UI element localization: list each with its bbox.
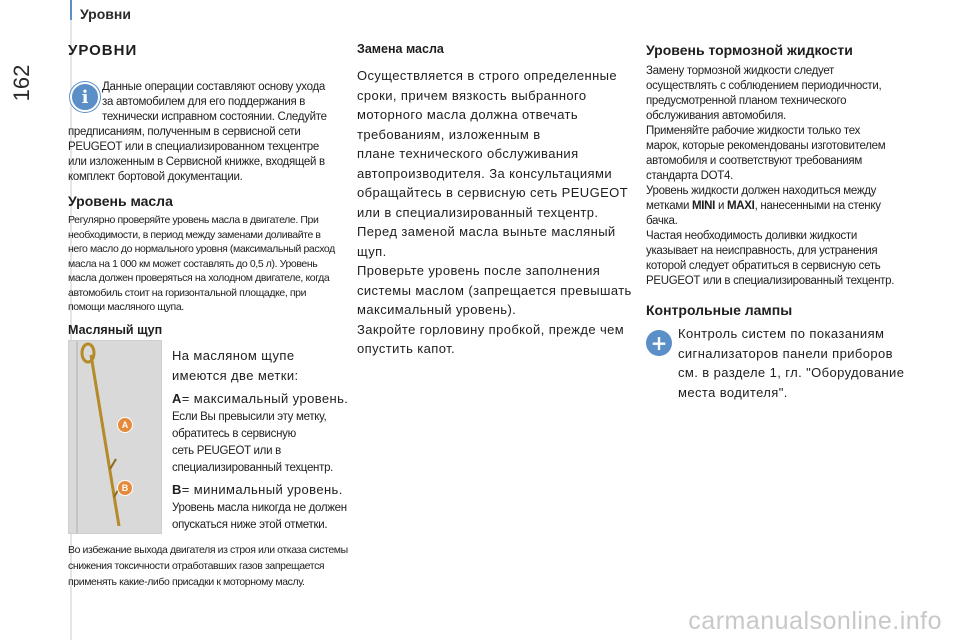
mark-a-note-line: сеть PEUGEOT или в <box>172 445 281 457</box>
mark-a-line <box>172 389 352 409</box>
info-line: PEUGEOT или в специализированном техцентре <box>68 141 319 153</box>
dipstick-intro-line: На масляном щупе <box>172 348 295 363</box>
brake-line: Уровень жидкости должен находиться между <box>646 185 877 197</box>
info-text-top <box>102 80 342 125</box>
brake-line: предусмотренной планом технического <box>646 95 847 107</box>
lamps-line: Контроль систем по показаниям <box>678 326 885 341</box>
mark-b-note-line: опускаться ниже этой отметки. <box>172 519 328 531</box>
marker-a: A <box>117 417 133 433</box>
dipstick-photo <box>68 340 162 534</box>
section-title: Уровни <box>80 6 131 22</box>
info-line: или изложенным в Сервисной книжке, входящей в <box>68 156 325 168</box>
plus-icon: + <box>646 330 672 356</box>
brake-line: PEUGEOT или в специализированный техцентр. <box>646 275 895 287</box>
mark-a-note <box>172 409 352 477</box>
dipstick-intro <box>172 346 347 385</box>
oil-change-line: Перед заменой масла выньте масляный <box>357 224 616 239</box>
oil-change-line: требованиям, изложенным в <box>357 126 541 142</box>
brake-line: Замену тормозной жидкости следует <box>646 65 835 77</box>
brake-line: стандарта DOT4. <box>646 170 733 182</box>
oil-change-line: моторного масла должна отвечать <box>357 107 579 122</box>
brake-line: Частая необходимость доливки жидкости <box>646 230 857 242</box>
dipstick-intro-line: имеются две метки: <box>172 367 299 383</box>
oil-level-line: него масло до нормального уровня (максимальный расход <box>68 243 335 255</box>
brake-line: бачка. <box>646 215 678 227</box>
mark-b-note <box>172 500 352 534</box>
oil-level-line: масла должен проверяться на холодном двигателе, когда <box>68 272 330 284</box>
mark-a-note-line: специализированный техцентр. <box>172 462 334 474</box>
brake-line: марок, которые рекомендованы изготовителем <box>646 140 886 152</box>
left-column <box>68 42 340 59</box>
oil-change-line: обращайтесь в сервисную сеть PEUGEOT <box>357 185 629 200</box>
info-line: Данные операции составляют основу ухода <box>102 81 325 93</box>
oil-level-line: Регулярно проверяйте уровень масла в двигателе. При <box>68 214 319 226</box>
brake-line-marks <box>646 199 931 214</box>
info-icon: i <box>70 82 100 112</box>
brake-line: Применяйте рабочие жидкости только тех <box>646 125 861 137</box>
oil-change-line: опустить капот. <box>357 341 455 356</box>
mark-a-note-line: обратитесь в сервисную <box>172 428 296 440</box>
warning-text <box>68 542 353 590</box>
oil-change-line: Закройте горловину пробкой, прежде чем <box>357 321 625 337</box>
brake-marks-suffix: , нанесенными на стенку <box>754 200 881 212</box>
brake-marks-and: и <box>715 200 727 212</box>
oil-change-line: щуп. <box>357 243 387 259</box>
brake-line: осуществлять с соблюдением периодичности, <box>646 80 882 92</box>
mark-a-text: = максимальный уровень. <box>181 391 349 406</box>
oil-level-line: необходимости, в период между заменами доливайте в <box>68 228 321 241</box>
info-line: за автомобилем для его поддержания в <box>102 96 306 108</box>
lamps-line: сигнализаторов панели приборов <box>678 345 893 361</box>
dipstick-illustration <box>69 341 161 533</box>
oil-level-line: помощи масляного щупа. <box>68 301 184 313</box>
oil-level-heading: Уровень масла <box>68 193 173 209</box>
warning-line: Во избежание выхода двигателя из строя или отказа системы <box>68 544 348 556</box>
brake-line: автомобиля и соответствуют требованиям <box>646 155 862 167</box>
section-accent-bar <box>70 0 72 20</box>
oil-change-text <box>357 66 642 359</box>
oil-change-heading: Замена масла <box>357 42 444 56</box>
brake-line: которой следует обратиться в сервисную сеть <box>646 260 881 272</box>
lamps-line: см. в разделе 1, гл. "Оборудование <box>678 365 905 380</box>
mark-b-text: = минимальный уровень. <box>181 482 343 497</box>
warning-lamps-heading: Контрольные лампы <box>646 302 793 318</box>
watermark: carmanualsonline.info <box>688 607 942 635</box>
brake-fluid-text <box>646 64 931 289</box>
oil-change-line: Проверьте уровень после заполнения <box>357 263 601 278</box>
oil-change-line: или в специализированный техцентр. <box>357 204 599 220</box>
info-line: предписаниям, полученным в сервисной сети <box>68 126 301 138</box>
oil-level-text <box>68 213 346 315</box>
brake-fluid-heading: Уровень тормозной жидкости <box>646 42 853 58</box>
oil-change-line: автопроизводителя. За консультациями <box>357 165 612 181</box>
info-text-rest <box>68 125 343 185</box>
oil-change-line: системы маслом (запрещается превышать <box>357 282 632 298</box>
warning-lamps-text <box>678 324 938 402</box>
oil-change-line: максимальный уровень). <box>357 302 517 317</box>
warning-line: снижения токсичности отработавших газов запрещается <box>68 560 325 572</box>
mark-b-line <box>172 480 352 500</box>
marker-b: B <box>117 480 133 496</box>
oil-change-line: плане технического обслуживания <box>357 146 579 161</box>
mark-a-label: A <box>172 391 182 406</box>
page-title: УРОВНИ <box>68 42 138 59</box>
oil-level-line: масла на 1 000 км может составлять до 0,5 л). Уровень <box>68 257 318 270</box>
oil-change-line: сроки, причем вязкость выбранного <box>357 87 587 103</box>
brake-line: обслуживания автомобиля. <box>646 110 786 122</box>
info-line: комплект бортовой документации. <box>68 171 243 183</box>
oil-change-line: Осуществляется в строго определенные <box>357 68 618 83</box>
oil-level-line: автомобиль стоит на горизонтальной площадке, при <box>68 286 307 299</box>
warning-line: применять какие-либо присадки к моторному маслу. <box>68 576 305 588</box>
brake-line: указывает на неисправность, для устранения <box>646 245 878 257</box>
maxi-mark: MAXI <box>727 200 755 212</box>
lamps-line: места водителя". <box>678 384 788 400</box>
info-line: технически исправном состоянии. Следуйте <box>102 111 327 123</box>
mark-a-note-line: Если Вы превысили эту метку, <box>172 411 327 423</box>
dipstick-heading: Масляный щуп <box>68 323 163 337</box>
mark-b-note-line: Уровень масла никогда не должен <box>172 502 347 514</box>
page-number: 162 <box>9 64 34 102</box>
mini-mark: MINI <box>692 200 716 212</box>
mark-b-label: B <box>172 482 182 497</box>
brake-marks-prefix: метками <box>646 200 692 212</box>
